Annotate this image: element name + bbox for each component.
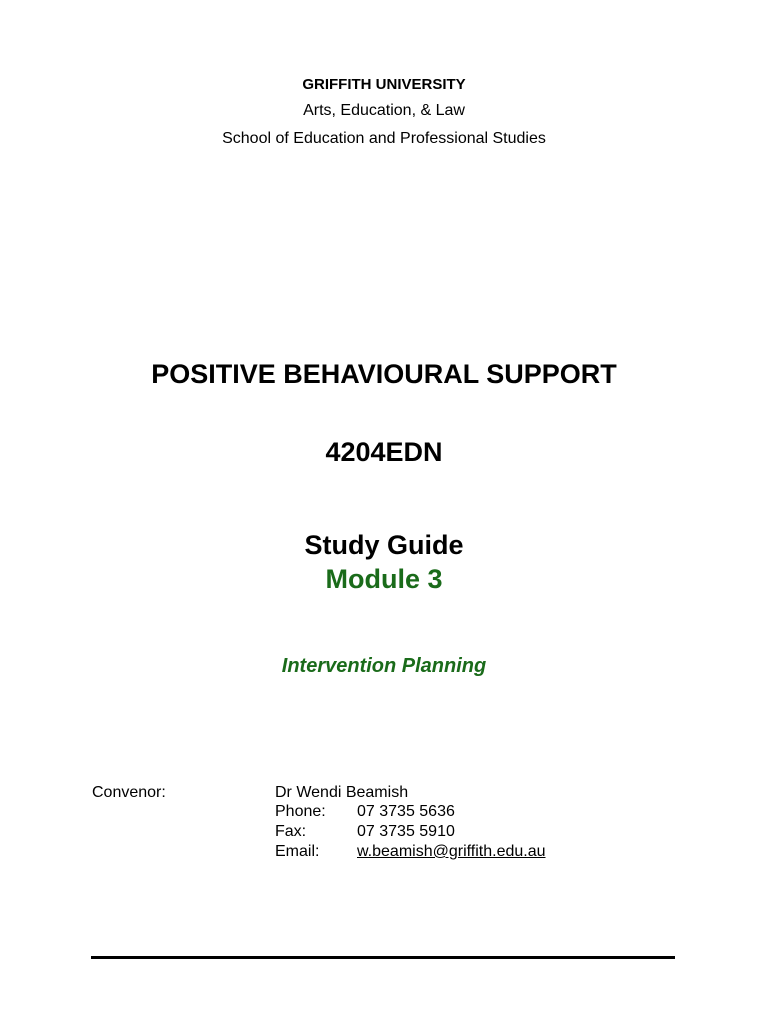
module-topic: Intervention Planning — [281, 655, 487, 677]
fax-label: Fax: — [275, 823, 307, 840]
school-name: School of Education and Professional Studies — [222, 130, 546, 147]
module-title: Module 3 — [325, 564, 443, 594]
phone-value: 07 3735 5636 — [357, 803, 455, 820]
footer-divider — [91, 956, 675, 959]
faculty-name: Arts, Education, & Law — [303, 102, 465, 119]
email-link[interactable]: w.beamish@griffith.edu.au — [357, 843, 546, 860]
course-title: POSITIVE BEHAVIOURAL SUPPORT — [151, 359, 617, 389]
convenor-label: Convenor: — [92, 784, 166, 801]
email-label: Email: — [275, 843, 320, 860]
convenor-name: Dr Wendi Beamish — [275, 784, 409, 801]
course-code: 4204EDN — [325, 437, 443, 467]
university-name: GRIFFITH UNIVERSITY — [302, 76, 466, 93]
fax-value: 07 3735 5910 — [357, 823, 455, 840]
study-guide-title: Study Guide — [304, 530, 464, 560]
phone-label: Phone: — [275, 803, 326, 820]
